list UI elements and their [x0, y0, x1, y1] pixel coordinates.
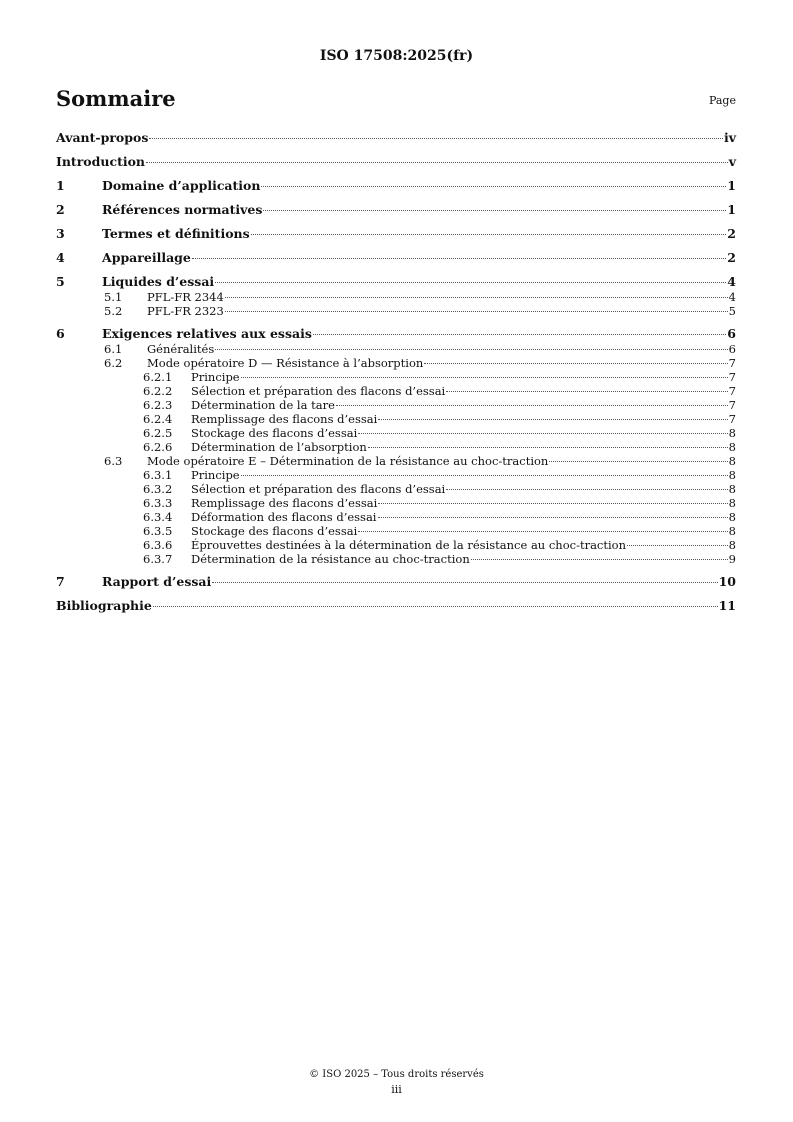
toc-entry-page: 7 — [728, 412, 736, 426]
toc-entry-title: Exigences relatives aux essais — [102, 326, 312, 341]
toc-entry-page: 8 — [728, 524, 736, 538]
toc-title: Sommaire — [56, 86, 176, 111]
toc-entry-page: 7 — [728, 384, 736, 398]
dot-leader — [446, 391, 727, 392]
dot-leader — [368, 447, 728, 448]
dot-leader — [446, 489, 727, 490]
toc-entry-title: Remplissage des flacons d’essai — [191, 412, 378, 426]
toc-entry-page: 1 — [727, 178, 736, 193]
toc-entry-title: Bibliographie — [56, 598, 152, 613]
toc-entry-line — [191, 370, 736, 384]
dot-leader — [192, 258, 726, 259]
toc-entry-number: 6.2.1 — [143, 370, 173, 384]
toc-entry[interactable] — [56, 342, 736, 356]
dot-leader — [313, 334, 726, 335]
toc-entry-number: 1 — [56, 178, 65, 193]
toc-entry-page: iv — [723, 130, 736, 145]
toc-title-row — [56, 86, 736, 114]
toc-entry[interactable] — [56, 370, 736, 384]
toc-entry[interactable] — [56, 384, 736, 398]
dot-leader — [149, 138, 723, 139]
dot-leader — [378, 419, 727, 420]
toc-entry-number: 5.1 — [104, 290, 123, 304]
toc-entry-title: Détermination de la résistance au choc-traction — [191, 552, 470, 566]
dot-leader — [378, 517, 728, 518]
toc-entry[interactable] — [56, 538, 736, 552]
dot-leader — [471, 559, 728, 560]
toc-entry[interactable] — [56, 202, 736, 218]
toc-entry-number: 5 — [56, 274, 65, 289]
copyright-notice: © ISO 2025 – Tous droits réservés — [309, 1069, 484, 1080]
dot-leader — [241, 475, 728, 476]
toc-entry[interactable] — [56, 226, 736, 242]
toc-entry-title: Détermination de la tare — [191, 398, 335, 412]
toc-entry-number: 4 — [56, 250, 65, 265]
toc-entry-title: Stockage des flacons d’essai — [191, 426, 358, 440]
toc-entry-title: PFL-FR 2323 — [147, 304, 224, 318]
dot-leader — [225, 297, 728, 298]
toc-entry-title: Sélection et préparation des flacons d’essai — [191, 482, 446, 496]
dot-leader — [215, 282, 726, 283]
toc-entry-number: 6.2 — [104, 356, 123, 370]
toc-entry-title: Références normatives — [102, 202, 263, 217]
toc-entry-page: 8 — [728, 482, 736, 496]
toc-entry-page: 11 — [718, 598, 736, 613]
toc-entry-line — [147, 290, 736, 304]
toc-entry-number: 6.2.5 — [143, 426, 173, 440]
toc-entry-number: 6.3 — [104, 454, 123, 468]
toc-entry-number: 6 — [56, 326, 65, 341]
toc-entry-number: 5.2 — [104, 304, 123, 318]
toc-entry-line — [147, 342, 736, 356]
toc-entry[interactable] — [56, 154, 736, 170]
toc-entry-title: Principe — [191, 468, 240, 482]
toc-entry-title: Sélection et préparation des flacons d’essai — [191, 384, 446, 398]
toc-entry[interactable] — [56, 356, 736, 370]
toc-entry-page: 8 — [728, 538, 736, 552]
toc-entry-title: PFL-FR 2344 — [147, 290, 224, 304]
toc-entry-title: Stockage des flacons d’essai — [191, 524, 358, 538]
toc-entry-title: Principe — [191, 370, 240, 384]
toc-entry-page: 6 — [727, 326, 736, 341]
dot-leader — [261, 186, 726, 187]
toc-entry-number: 6.3.7 — [143, 552, 173, 566]
toc-entry-number: 6.2.3 — [143, 398, 173, 412]
toc-entry[interactable] — [56, 510, 736, 524]
toc-entry[interactable] — [56, 574, 736, 590]
toc-entry-number: 6.2.4 — [143, 412, 173, 426]
toc-entry[interactable] — [56, 130, 736, 146]
toc-entry-page: 8 — [728, 440, 736, 454]
page-number: iii — [391, 1083, 402, 1096]
toc-entry-page: 6 — [728, 342, 736, 356]
toc-entry-line — [102, 178, 736, 194]
toc-entry[interactable] — [56, 398, 736, 412]
toc-entry-title: Introduction — [56, 154, 146, 169]
toc-entry-line — [191, 398, 736, 412]
page-footer — [0, 1067, 793, 1097]
toc-entry[interactable] — [56, 598, 736, 614]
toc-entry-line — [147, 454, 736, 468]
toc-entry-page: 8 — [728, 454, 736, 468]
toc-entry[interactable] — [56, 440, 736, 454]
toc-entry-line — [191, 440, 736, 454]
toc-entry-page: 4 — [727, 274, 736, 289]
dot-leader — [263, 210, 726, 211]
dot-leader — [146, 162, 728, 163]
toc-entry-title: Éprouvettes destinées à la détermination de la résistance au choc-traction — [191, 538, 627, 552]
toc-entry-number: 6.1 — [104, 342, 123, 356]
dot-leader — [153, 606, 718, 607]
toc-entry[interactable] — [56, 304, 736, 318]
toc-entry-number: 6.2.2 — [143, 384, 173, 398]
toc-entry-line — [191, 538, 736, 552]
toc-entry[interactable] — [56, 412, 736, 426]
toc-entry[interactable] — [56, 454, 736, 468]
dot-leader — [424, 363, 727, 364]
toc-entry-line — [191, 496, 736, 510]
toc-entry-line — [191, 426, 736, 440]
toc-entry-number: 6.3.4 — [143, 510, 173, 524]
toc-entry-line — [102, 326, 736, 342]
toc-entry-page: 7 — [728, 398, 736, 412]
dot-leader — [251, 234, 727, 235]
toc-entry-line — [102, 202, 736, 218]
toc-entry-line — [191, 482, 736, 496]
toc-entry-line — [147, 304, 736, 318]
toc-entry-page: 7 — [728, 356, 736, 370]
toc-entry-line — [56, 154, 736, 170]
toc-entry-title: Remplissage des flacons d’essai — [191, 496, 378, 510]
toc-entry-page: 5 — [728, 304, 736, 318]
dot-leader — [358, 433, 727, 434]
toc-entry-number: 6.2.6 — [143, 440, 173, 454]
toc-entry[interactable] — [56, 468, 736, 482]
dot-leader — [215, 349, 727, 350]
toc-entry-title: Mode opératoire E – Détermination de la résistance au choc-traction — [147, 454, 549, 468]
toc-entry-number: 3 — [56, 226, 65, 241]
toc-entry-title: Avant-propos — [56, 130, 149, 145]
toc-entry-title: Domaine d’application — [102, 178, 261, 193]
dot-leader — [627, 545, 728, 546]
dot-leader — [241, 377, 728, 378]
toc-entry-title: Détermination de l’absorption — [191, 440, 367, 454]
toc-entry-page: 4 — [728, 290, 736, 304]
table-of-contents — [56, 130, 736, 614]
toc-entry[interactable] — [56, 496, 736, 510]
toc-entry-title: Appareillage — [102, 250, 191, 265]
toc-entry-line — [102, 226, 736, 242]
toc-entry-page: 8 — [728, 426, 736, 440]
toc-entry-line — [191, 384, 736, 398]
toc-entry-page: 2 — [727, 250, 736, 265]
dot-leader — [549, 461, 727, 462]
dot-leader — [212, 582, 717, 583]
toc-entry-line — [191, 412, 736, 426]
toc-entry-title: Généralités — [147, 342, 215, 356]
toc-entry[interactable] — [56, 326, 736, 342]
dot-leader — [225, 311, 728, 312]
toc-entry-page: 10 — [718, 574, 736, 589]
toc-entry-number: 7 — [56, 574, 65, 589]
toc-entry-number: 6.3.2 — [143, 482, 173, 496]
toc-entry[interactable] — [56, 178, 736, 194]
toc-entry-title: Déformation des flacons d’essai — [191, 510, 377, 524]
toc-entry-number: 6.3.1 — [143, 468, 173, 482]
toc-entry-page: 7 — [728, 370, 736, 384]
toc-entry-number: 6.3.3 — [143, 496, 173, 510]
toc-entry-page: 2 — [727, 226, 736, 241]
toc-entry[interactable] — [56, 552, 736, 566]
toc-entry-line — [102, 274, 736, 290]
toc-entry-title: Liquides d’essai — [102, 274, 215, 289]
page-column-label: Page — [708, 94, 736, 107]
toc-entry-line — [102, 250, 736, 266]
toc-entry[interactable] — [56, 250, 736, 266]
toc-entry-page: 8 — [728, 468, 736, 482]
toc-entry-line — [191, 552, 736, 566]
toc-entry-number: 6.3.6 — [143, 538, 173, 552]
toc-entry-title: Mode opératoire D — Résistance à l’absorption — [147, 356, 424, 370]
toc-entry-title: Rapport d’essai — [102, 574, 212, 589]
toc-entry-line — [147, 356, 736, 370]
toc-entry-number: 2 — [56, 202, 65, 217]
toc-entry-page: 8 — [728, 510, 736, 524]
toc-entry-page: 9 — [728, 552, 736, 566]
toc-entry-page: 8 — [728, 496, 736, 510]
toc-entry-line — [191, 468, 736, 482]
toc-entry-number: 6.3.5 — [143, 524, 173, 538]
toc-entry-line — [191, 524, 736, 538]
dot-leader — [378, 503, 727, 504]
toc-entry[interactable] — [56, 290, 736, 304]
dot-leader — [336, 405, 728, 406]
toc-entry[interactable] — [56, 524, 736, 538]
toc-entry[interactable] — [56, 426, 736, 440]
toc-entry-title: Termes et définitions — [102, 226, 250, 241]
toc-entry-line — [56, 598, 736, 614]
document-header: ISO 17508:2025(fr) — [319, 48, 474, 64]
toc-entry-line — [56, 130, 736, 146]
toc-entry-line — [102, 574, 736, 590]
toc-entry[interactable] — [56, 482, 736, 496]
toc-entry-page: v — [728, 154, 736, 169]
toc-entry[interactable] — [56, 274, 736, 290]
toc-entry-page: 1 — [727, 202, 736, 217]
dot-leader — [358, 531, 727, 532]
toc-entry-line — [191, 510, 736, 524]
